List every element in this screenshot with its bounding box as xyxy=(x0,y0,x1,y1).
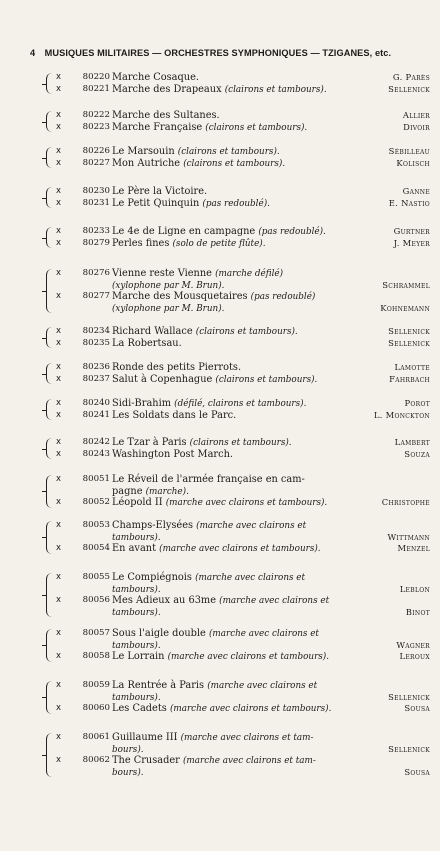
record-note: (clairons et tambours). xyxy=(215,374,318,385)
catalog-number: 80236 xyxy=(82,362,110,372)
record-note: (clairons et tambours). xyxy=(205,122,308,133)
record-row xyxy=(46,543,440,555)
composer-name: Sébilleau xyxy=(388,146,430,156)
catalog-number: 80055 xyxy=(82,572,110,582)
composer-name: Gurtner xyxy=(393,226,430,236)
record-row xyxy=(46,651,440,663)
record-row xyxy=(46,680,440,692)
catalog-number: 80223 xyxy=(82,121,110,132)
catalog-number: 80227 xyxy=(82,157,110,168)
record-marker: x xyxy=(56,268,62,278)
catalog-number: 80056 xyxy=(82,595,110,605)
record-marker: x xyxy=(56,197,62,208)
record-note: tambours). xyxy=(112,692,161,703)
catalog-number: 80242 xyxy=(82,437,110,447)
record-row xyxy=(46,158,440,170)
record-title-text: Le Réveil de l'armée française en cam- xyxy=(112,474,305,485)
composer-name: Divoir xyxy=(403,121,430,132)
composer-name: Sellenick xyxy=(388,326,430,336)
record-title xyxy=(112,607,161,620)
record-title-text: Sous l'aigle double xyxy=(112,628,209,639)
record-marker: x xyxy=(56,72,62,82)
record-title-text: Le 4e de Ligne en campagne xyxy=(112,226,259,237)
composer-name: Lambert xyxy=(394,437,430,447)
composer-name: Leblon xyxy=(399,583,430,594)
catalog-number: 80240 xyxy=(82,398,110,408)
record-row xyxy=(46,338,440,350)
record-group xyxy=(46,226,440,249)
record-row xyxy=(46,398,440,410)
page-header xyxy=(30,48,430,58)
catalog-number: 80053 xyxy=(82,520,110,530)
record-title xyxy=(112,158,285,171)
record-title-text: Le Petit Quinquin xyxy=(112,197,203,209)
catalog-number: 80062 xyxy=(82,755,110,765)
record-marker: x xyxy=(56,628,62,638)
record-note: (xylophone par M. Brun). xyxy=(112,303,225,314)
record-row xyxy=(46,628,440,640)
catalog-number: 80237 xyxy=(82,373,110,384)
record-marker: x xyxy=(56,337,62,348)
catalog-number: 80276 xyxy=(82,268,110,278)
record-title-text: Mon Autriche xyxy=(112,157,184,169)
record-note: (marche avec clairons et xyxy=(208,629,319,639)
record-title xyxy=(112,449,233,462)
catalog-number: 80241 xyxy=(82,409,110,420)
record-row xyxy=(46,374,440,386)
record-row xyxy=(46,520,440,532)
record-marker: x xyxy=(56,326,62,336)
record-row xyxy=(46,497,440,509)
record-marker: x xyxy=(56,474,62,484)
record-marker: x xyxy=(56,157,62,168)
catalog-number: 80054 xyxy=(82,543,110,553)
record-title xyxy=(112,497,327,510)
record-note: (clairons et tambours). xyxy=(183,158,286,169)
catalog-number: 80234 xyxy=(82,326,110,336)
record-title xyxy=(112,543,321,556)
record-note: (marche avec clairons et tam- xyxy=(180,733,314,743)
record-note: (marche avec clairons et tam- xyxy=(182,756,316,766)
record-title-text: Marche des Sultanes. xyxy=(112,110,220,121)
record-note: (clairons et tambours). xyxy=(189,438,292,448)
record-title xyxy=(112,303,224,316)
record-note: (marche avec clairons et tambours). xyxy=(165,498,328,508)
composer-name: Sousa xyxy=(404,766,430,777)
composer-name: Ganne xyxy=(402,186,430,196)
record-group xyxy=(46,437,440,460)
composer-name: Wagner xyxy=(396,639,430,650)
record-group xyxy=(46,520,440,555)
composer-name: Sellenick xyxy=(388,743,430,754)
record-note: (solo de petite flûte). xyxy=(172,238,266,249)
record-row xyxy=(46,755,440,767)
record-marker: x xyxy=(56,110,62,120)
catalog-number: 80058 xyxy=(82,651,110,661)
record-row xyxy=(46,437,440,449)
catalog-number: 80231 xyxy=(82,197,110,208)
record-title-text: Champs-Elysées xyxy=(112,520,197,531)
record-marker: x xyxy=(56,409,62,420)
record-title xyxy=(112,767,144,780)
record-title-text: Marche des Mousquetaires xyxy=(112,291,251,302)
record-title-text: Sidi-Brahim xyxy=(112,398,175,409)
record-note: (pas redoublé). xyxy=(202,198,270,209)
composer-name: Allier xyxy=(402,110,430,120)
record-note: (xylophone par M. Brun). xyxy=(112,280,225,291)
composer-name: Sellenick xyxy=(388,337,430,348)
record-row xyxy=(46,732,440,744)
record-title-text: Le Tzar à Paris xyxy=(112,437,190,448)
composer-name: Lamotte xyxy=(394,362,430,372)
record-title-text: Perles fines xyxy=(112,237,173,249)
record-title-text: The Crusader xyxy=(112,755,183,766)
record-title-text: Salut à Copenhague xyxy=(112,373,216,385)
record-title-text: Marche Française xyxy=(112,121,206,133)
catalog-number: 80230 xyxy=(82,186,110,196)
catalog-number: 80243 xyxy=(82,448,110,459)
composer-name: Porot xyxy=(404,398,430,408)
catalog-number: 80226 xyxy=(82,146,110,156)
composer-name: J. Meyer xyxy=(393,237,430,248)
record-title-text: Ronde des petits Pierrots. xyxy=(112,362,242,373)
record-marker: x xyxy=(56,520,62,530)
record-row xyxy=(46,186,440,198)
record-note: (clairons et tambours). xyxy=(177,147,280,157)
catalog-number: 80057 xyxy=(82,628,110,638)
record-marker: x xyxy=(56,398,62,408)
composer-name: Kolisch xyxy=(396,157,430,168)
record-marker: x xyxy=(56,680,62,690)
record-title-text: Washington Post March. xyxy=(112,448,234,460)
record-note: (marche avec clairons et tambours). xyxy=(159,544,321,554)
composer-name: Leroux xyxy=(399,651,430,661)
record-row xyxy=(46,72,440,84)
record-group xyxy=(46,72,440,95)
record-note: (marche avec clairons et xyxy=(219,596,330,606)
record-group xyxy=(46,110,440,133)
record-note: (pas redoublé) xyxy=(250,292,316,302)
record-title xyxy=(112,703,331,716)
record-row xyxy=(46,410,440,422)
record-marker: x xyxy=(56,755,62,765)
record-note: bours). xyxy=(112,744,144,755)
catalog-number: 80060 xyxy=(82,703,110,713)
record-marker: x xyxy=(56,572,62,582)
composer-name: Fahrbach xyxy=(389,373,430,384)
record-marker: x xyxy=(56,186,62,196)
record-note: tambours). xyxy=(112,640,161,651)
record-group xyxy=(46,186,440,209)
record-row xyxy=(46,84,440,96)
composer-name: Schrammel xyxy=(382,279,430,290)
record-title-text: Le Lorrain xyxy=(112,651,168,662)
record-marker: x xyxy=(56,146,62,156)
record-row xyxy=(46,692,440,704)
record-note: (marche avec clairons et xyxy=(196,521,307,531)
composer-name: G. Parès xyxy=(392,72,430,82)
composer-name: Menzel xyxy=(397,543,430,553)
record-title-text: Léopold II xyxy=(112,497,166,508)
record-note: (marche avec clairons et tambours). xyxy=(167,652,330,662)
record-title xyxy=(112,410,236,423)
catalog-number: 80221 xyxy=(82,83,110,94)
record-marker: x xyxy=(56,703,62,713)
record-marker: x xyxy=(56,543,62,553)
record-note: (pas redoublé). xyxy=(258,227,326,237)
record-marker: x xyxy=(56,651,62,661)
record-row xyxy=(46,767,440,779)
record-title xyxy=(112,84,327,97)
record-group xyxy=(46,326,440,349)
record-group xyxy=(46,474,440,509)
record-title-text: Mes Adieux au 63me xyxy=(112,595,220,606)
record-row xyxy=(46,640,440,652)
record-note: bours). xyxy=(112,767,144,778)
record-row xyxy=(46,572,440,584)
record-row xyxy=(46,291,440,303)
record-marker: x xyxy=(56,448,62,459)
record-title-text: Marche des Drapeaux xyxy=(112,83,225,95)
composer-name: Wittmann xyxy=(387,531,430,542)
catalog-number: 80235 xyxy=(82,337,110,348)
record-title xyxy=(112,651,329,664)
record-marker: x xyxy=(56,83,62,94)
record-marker: x xyxy=(56,497,62,507)
record-row xyxy=(46,595,440,607)
composer-name: L. Monckton xyxy=(373,409,430,420)
record-note: (marche défilé) xyxy=(215,269,284,279)
record-title-text: Vienne reste Vienne xyxy=(112,268,216,279)
record-row xyxy=(46,474,440,486)
record-title-text: Le Père la Victoire. xyxy=(112,186,208,197)
record-title xyxy=(112,374,317,387)
record-marker: x xyxy=(56,732,62,742)
record-group xyxy=(46,572,440,618)
record-note: (marche). xyxy=(145,486,189,497)
record-note: (marche avec clairons et xyxy=(207,681,318,691)
record-marker: x xyxy=(56,437,62,447)
record-marker: x xyxy=(56,362,62,372)
record-title-text: Les Cadets xyxy=(112,703,170,714)
record-marker: x xyxy=(56,237,62,248)
record-title-text: Marche Cosaque. xyxy=(112,72,200,83)
record-title-text: La Rentrée à Paris xyxy=(112,680,208,691)
page-title: MUSIQUES MILITAIRES — ORCHESTRES SYMPHONIQUES — TZIGANES, etc. xyxy=(44,48,392,58)
record-title-text: Le Marsouin xyxy=(112,146,178,157)
composer-name: Souza xyxy=(404,448,430,459)
composer-name: Kohnemann xyxy=(380,302,430,313)
record-row xyxy=(46,703,440,715)
record-title-text: En avant xyxy=(112,543,160,554)
record-row xyxy=(46,238,440,250)
record-group xyxy=(46,680,440,715)
catalog-number: 80052 xyxy=(82,497,110,507)
record-note: (clairons et tambours). xyxy=(224,84,327,95)
record-row xyxy=(46,198,440,210)
record-row xyxy=(46,122,440,134)
catalog-number: 80233 xyxy=(82,226,110,236)
record-row xyxy=(46,362,440,374)
record-note: tambours). xyxy=(112,532,161,543)
composer-name: Christophe xyxy=(381,497,430,507)
record-row xyxy=(46,584,440,596)
record-title-text: Les Soldats dans le Parc. xyxy=(112,409,237,421)
record-title xyxy=(112,122,307,135)
record-row xyxy=(46,449,440,461)
record-row xyxy=(46,326,440,338)
record-row xyxy=(46,146,440,158)
composer-name: Sousa xyxy=(404,703,430,713)
record-marker: x xyxy=(56,226,62,236)
record-group xyxy=(46,146,440,169)
record-title xyxy=(112,198,270,211)
composer-name: Binot xyxy=(405,606,430,617)
composer-name: Sellenick xyxy=(388,691,430,702)
record-group xyxy=(46,398,440,421)
record-row xyxy=(46,486,440,498)
record-title xyxy=(112,338,182,351)
record-title-text: Richard Wallace xyxy=(112,326,196,337)
record-note: tambours). xyxy=(112,607,161,618)
catalog-number: 80277 xyxy=(82,291,110,301)
catalog-number: 80051 xyxy=(82,474,110,484)
composer-name: Sellenick xyxy=(388,83,430,94)
catalog-number: 80059 xyxy=(82,680,110,690)
page-number: 4 xyxy=(30,48,36,58)
record-note: (défilé, clairons et tambours). xyxy=(174,399,307,409)
record-marker: x xyxy=(56,373,62,384)
record-marker: x xyxy=(56,595,62,605)
record-group xyxy=(46,362,440,385)
catalog-number: 80222 xyxy=(82,110,110,120)
record-note: (clairons et tambours). xyxy=(195,327,298,337)
composer-name: E. Nastio xyxy=(388,197,430,208)
record-row xyxy=(46,226,440,238)
record-row xyxy=(46,280,440,292)
record-note: tambours). xyxy=(112,584,161,595)
record-marker: x xyxy=(56,121,62,132)
catalog-number: 80279 xyxy=(82,237,110,248)
record-row xyxy=(46,532,440,544)
record-row xyxy=(46,268,440,280)
record-group xyxy=(46,732,440,778)
record-group xyxy=(46,628,440,663)
record-marker: x xyxy=(56,291,62,301)
record-note: (marche avec clairons et xyxy=(195,573,306,583)
record-title-text: La Robertsau. xyxy=(112,337,182,349)
record-row xyxy=(46,303,440,315)
record-row xyxy=(46,607,440,619)
record-group xyxy=(46,268,440,314)
record-title-text: Le Compiégnois xyxy=(112,572,196,583)
record-title xyxy=(112,238,266,251)
record-row xyxy=(46,110,440,122)
record-title-text: pagne xyxy=(112,485,146,497)
record-row xyxy=(46,744,440,756)
catalog-number: 80061 xyxy=(82,732,110,742)
record-title-text: Guillaume III xyxy=(112,732,181,743)
catalog-number: 80220 xyxy=(82,72,110,82)
record-note: (marche avec clairons et tambours). xyxy=(169,704,332,714)
